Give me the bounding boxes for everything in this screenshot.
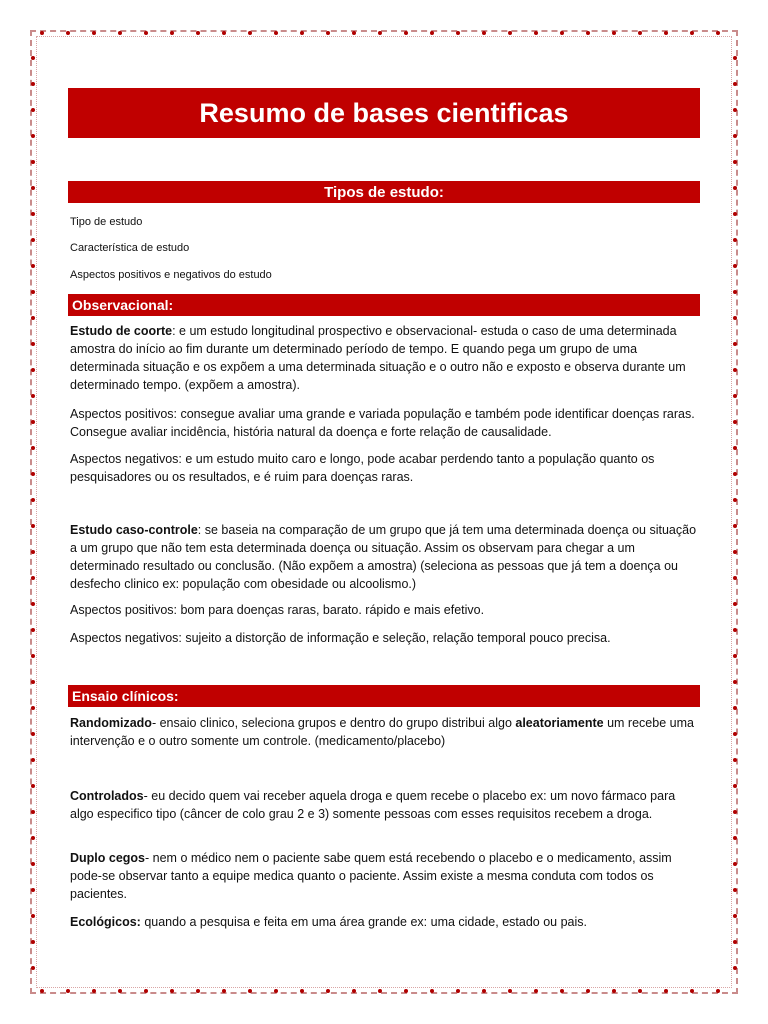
text-randomizado-a: - ensaio clinico, seleciona grupos e dentro do grupo distribui algo xyxy=(151,716,516,730)
border-ornament-dot xyxy=(92,31,96,35)
border-ornament-dot xyxy=(733,238,737,242)
text-caso-controle: : se baseia na comparação de um grupo que já tem uma determinada doença ou situação a um grupo que não tem esta determinada doença ou situação. Assim os observam para chegar a um determinado resultado ou conclusão. (Não expõem a amostra) (seleciona as pessoas que já tem a doença ou desfecho clinico ex: população com obesidade ou alcoolismo.) xyxy=(70,523,697,591)
border-ornament-dot xyxy=(534,989,538,993)
border-ornament-dot xyxy=(733,160,737,164)
border-ornament-dot xyxy=(733,420,737,424)
border-ornament-dot xyxy=(31,576,35,580)
border-ornament-dot xyxy=(66,31,70,35)
border-ornament-dot xyxy=(31,966,35,970)
border-ornament-dot xyxy=(31,810,35,814)
border-ornament-dot xyxy=(31,862,35,866)
border-ornament-dot xyxy=(733,810,737,814)
border-ornament-dot xyxy=(733,264,737,268)
border-ornament-dot xyxy=(733,862,737,866)
border-ornament-dot xyxy=(664,31,668,35)
border-ornament-dot xyxy=(733,784,737,788)
border-ornament-dot xyxy=(31,914,35,918)
border-ornament-dot xyxy=(196,989,200,993)
term-aleatoriamente: aleatoriamente xyxy=(515,716,604,730)
border-ornament-dot xyxy=(40,31,44,35)
term-duplo-cegos: Duplo cegos xyxy=(70,851,146,865)
intro-item: Característica de estudo xyxy=(70,242,190,254)
document-title-text: Resumo de bases cientificas xyxy=(199,97,569,128)
border-ornament-dot xyxy=(31,472,35,476)
border-ornament-dot xyxy=(118,31,122,35)
border-ornament-dot xyxy=(352,989,356,993)
term-randomizado: Randomizado xyxy=(70,716,152,730)
paragraph-coorte xyxy=(70,322,698,394)
border-ornament-dot xyxy=(733,524,737,528)
border-ornament-dot xyxy=(31,212,35,216)
border-ornament-dot xyxy=(733,82,737,86)
intro-item: Tipo de estudo xyxy=(70,216,143,228)
border-ornament-dot xyxy=(733,706,737,710)
border-ornament-dot xyxy=(31,82,35,86)
border-ornament-dot xyxy=(560,31,564,35)
paragraph-duplo-cegos xyxy=(70,849,698,903)
border-ornament-dot xyxy=(31,836,35,840)
border-ornament-dot xyxy=(31,420,35,424)
border-ornament-dot xyxy=(733,940,737,944)
border-ornament-dot xyxy=(274,989,278,993)
section-heading-tipos-text: Tipos de estudo: xyxy=(324,183,444,201)
section-heading-observacional xyxy=(68,294,700,316)
border-ornament-dot xyxy=(690,31,694,35)
text-duplo-cegos: - nem o médico nem o paciente sabe quem está recebendo o placebo e o medicamento, assim pode-se observar tanto a equipe medica quanto o paciente. Assim existe a mesma conduta com todos os pacientes. xyxy=(70,851,672,901)
text-randomizado-b: um recebe uma intervenção e o outro somente um controle. (medicamento/placebo) xyxy=(70,716,694,748)
border-ornament-dot xyxy=(31,342,35,346)
border-ornament-dot xyxy=(534,31,538,35)
section-heading-ensaio-text: Ensaio clínicos: xyxy=(72,688,179,704)
border-ornament-dot xyxy=(733,836,737,840)
border-ornament-dot xyxy=(144,989,148,993)
border-ornament-dot xyxy=(31,654,35,658)
border-ornament-dot xyxy=(733,316,737,320)
border-ornament-dot xyxy=(612,31,616,35)
border-ornament-dot xyxy=(378,989,382,993)
term-ecologicos: Ecológicos: xyxy=(70,915,141,929)
border-ornament-dot xyxy=(31,394,35,398)
border-ornament-dot xyxy=(31,758,35,762)
border-ornament-dot xyxy=(31,498,35,502)
paragraph-coorte-negativos: Aspectos negativos: e um estudo muito caro e longo, pode acabar perdendo tanto a população quanto os pesquisadores ou os resultados, e é ruim para doenças raras. xyxy=(70,452,655,484)
border-ornament-dot xyxy=(716,31,720,35)
border-ornament-dot xyxy=(430,989,434,993)
border-ornament-dot xyxy=(733,732,737,736)
border-ornament-dot xyxy=(733,56,737,60)
border-ornament-dot xyxy=(31,732,35,736)
term-controlados: Controlados xyxy=(70,789,144,803)
border-ornament-dot xyxy=(404,31,408,35)
paragraph-coorte-positivos: Aspectos positivos: consegue avaliar uma grande e variada população e também pode identificar doenças raras. Consegue avaliar incidência, história natural da doença e forte relação de causalidade. xyxy=(70,407,695,439)
text-ecologicos: quando a pesquisa e feita em uma área grande ex: uma cidade, estado ou pais. xyxy=(140,915,587,929)
border-ornament-dot xyxy=(733,758,737,762)
border-ornament-dot xyxy=(31,940,35,944)
border-ornament-dot xyxy=(326,989,330,993)
paragraph-ecologicos xyxy=(70,913,698,931)
section-heading-ensaio xyxy=(68,685,700,707)
border-ornament-dot xyxy=(612,989,616,993)
border-ornament-dot xyxy=(31,290,35,294)
decorative-border-inner xyxy=(36,36,732,988)
border-ornament-dot xyxy=(733,472,737,476)
border-ornament-dot xyxy=(664,989,668,993)
term-caso-controle: Estudo caso-controle xyxy=(70,523,198,537)
border-ornament-dot xyxy=(31,784,35,788)
border-ornament-dot xyxy=(733,576,737,580)
border-ornament-dot xyxy=(482,989,486,993)
section-heading-observacional-text: Observacional: xyxy=(72,297,174,313)
border-ornament-dot xyxy=(560,989,564,993)
paragraph-controlados xyxy=(70,787,698,823)
border-ornament-dot xyxy=(196,31,200,35)
section-heading-tipos xyxy=(68,181,700,203)
border-ornament-dot xyxy=(716,989,720,993)
border-ornament-dot xyxy=(733,290,737,294)
border-ornament-dot xyxy=(733,680,737,684)
border-ornament-dot xyxy=(326,31,330,35)
border-ornament-dot xyxy=(638,31,642,35)
paragraph-caso-controle-positivos: Aspectos positivos: bom para doenças raras, barato. rápido e mais efetivo. xyxy=(70,603,485,617)
text-coorte: : e um estudo longitudinal prospectivo e observacional- estuda o caso de uma determinada amostra do início ao fim durante um determinado período de tempo. E quando pega um grupo de uma determinada situação e os expõem a uma determinada situação e o outro não e exposto e observa durante um determinado tempo. (expõem a amostra). xyxy=(70,324,686,392)
border-ornament-dot xyxy=(40,989,44,993)
border-ornament-dot xyxy=(456,31,460,35)
document-title xyxy=(68,88,700,138)
border-ornament-dot xyxy=(456,989,460,993)
border-ornament-dot xyxy=(31,446,35,450)
border-ornament-dot xyxy=(733,212,737,216)
border-ornament-dot xyxy=(733,966,737,970)
border-ornament-dot xyxy=(170,989,174,993)
border-ornament-dot xyxy=(733,446,737,450)
border-ornament-dot xyxy=(31,706,35,710)
border-ornament-dot xyxy=(733,108,737,112)
border-ornament-dot xyxy=(144,31,148,35)
border-ornament-dot xyxy=(733,186,737,190)
border-ornament-dot xyxy=(92,989,96,993)
border-ornament-dot xyxy=(31,316,35,320)
border-ornament-dot xyxy=(31,602,35,606)
border-ornament-dot xyxy=(733,394,737,398)
border-ornament-dot xyxy=(733,550,737,554)
border-ornament-dot xyxy=(508,31,512,35)
border-ornament-dot xyxy=(31,134,35,138)
border-ornament-dot xyxy=(586,989,590,993)
border-ornament-dot xyxy=(733,368,737,372)
border-ornament-dot xyxy=(31,524,35,528)
border-ornament-dot xyxy=(638,989,642,993)
border-ornament-dot xyxy=(733,342,737,346)
border-ornament-dot xyxy=(31,368,35,372)
paragraph-randomizado xyxy=(70,714,698,750)
border-ornament-dot xyxy=(430,31,434,35)
border-ornament-dot xyxy=(31,550,35,554)
border-ornament-dot xyxy=(248,989,252,993)
border-ornament-dot xyxy=(31,888,35,892)
border-ornament-dot xyxy=(118,989,122,993)
text-controlados: - eu decido quem vai receber aquela droga e quem recebe o placebo ex: um novo fármaco para algo especifico tipo (câncer de colo grau 2 e 3) somente pessoas com esses requisitos recebem a droga. xyxy=(70,789,676,821)
border-ornament-dot xyxy=(31,56,35,60)
border-ornament-dot xyxy=(31,680,35,684)
border-ornament-dot xyxy=(352,31,356,35)
border-ornament-dot xyxy=(300,31,304,35)
paragraph-caso-controle-negativos: Aspectos negativos: sujeito a distorção de informação e seleção, relação temporal pouco precisa. xyxy=(70,631,611,645)
border-ornament-dot xyxy=(31,264,35,268)
border-ornament-dot xyxy=(733,654,737,658)
border-ornament-dot xyxy=(31,160,35,164)
border-ornament-dot xyxy=(482,31,486,35)
border-ornament-dot xyxy=(378,31,382,35)
border-ornament-dot xyxy=(31,238,35,242)
border-ornament-dot xyxy=(733,914,737,918)
paragraph-caso-controle xyxy=(70,521,698,593)
border-ornament-dot xyxy=(222,989,226,993)
border-ornament-dot xyxy=(31,108,35,112)
border-ornament-dot xyxy=(31,186,35,190)
border-ornament-dot xyxy=(690,989,694,993)
border-ornament-dot xyxy=(733,602,737,606)
border-ornament-dot xyxy=(300,989,304,993)
border-ornament-dot xyxy=(31,628,35,632)
border-ornament-dot xyxy=(274,31,278,35)
border-ornament-dot xyxy=(733,628,737,632)
border-ornament-dot xyxy=(66,989,70,993)
border-ornament-dot xyxy=(733,888,737,892)
border-ornament-dot xyxy=(170,31,174,35)
border-ornament-dot xyxy=(222,31,226,35)
border-ornament-dot xyxy=(508,989,512,993)
intro-item: Aspectos positivos e negativos do estudo xyxy=(70,269,272,281)
border-ornament-dot xyxy=(733,498,737,502)
term-coorte: Estudo de coorte xyxy=(70,324,173,338)
border-ornament-dot xyxy=(248,31,252,35)
border-ornament-dot xyxy=(733,134,737,138)
border-ornament-dot xyxy=(404,989,408,993)
border-ornament-dot xyxy=(586,31,590,35)
